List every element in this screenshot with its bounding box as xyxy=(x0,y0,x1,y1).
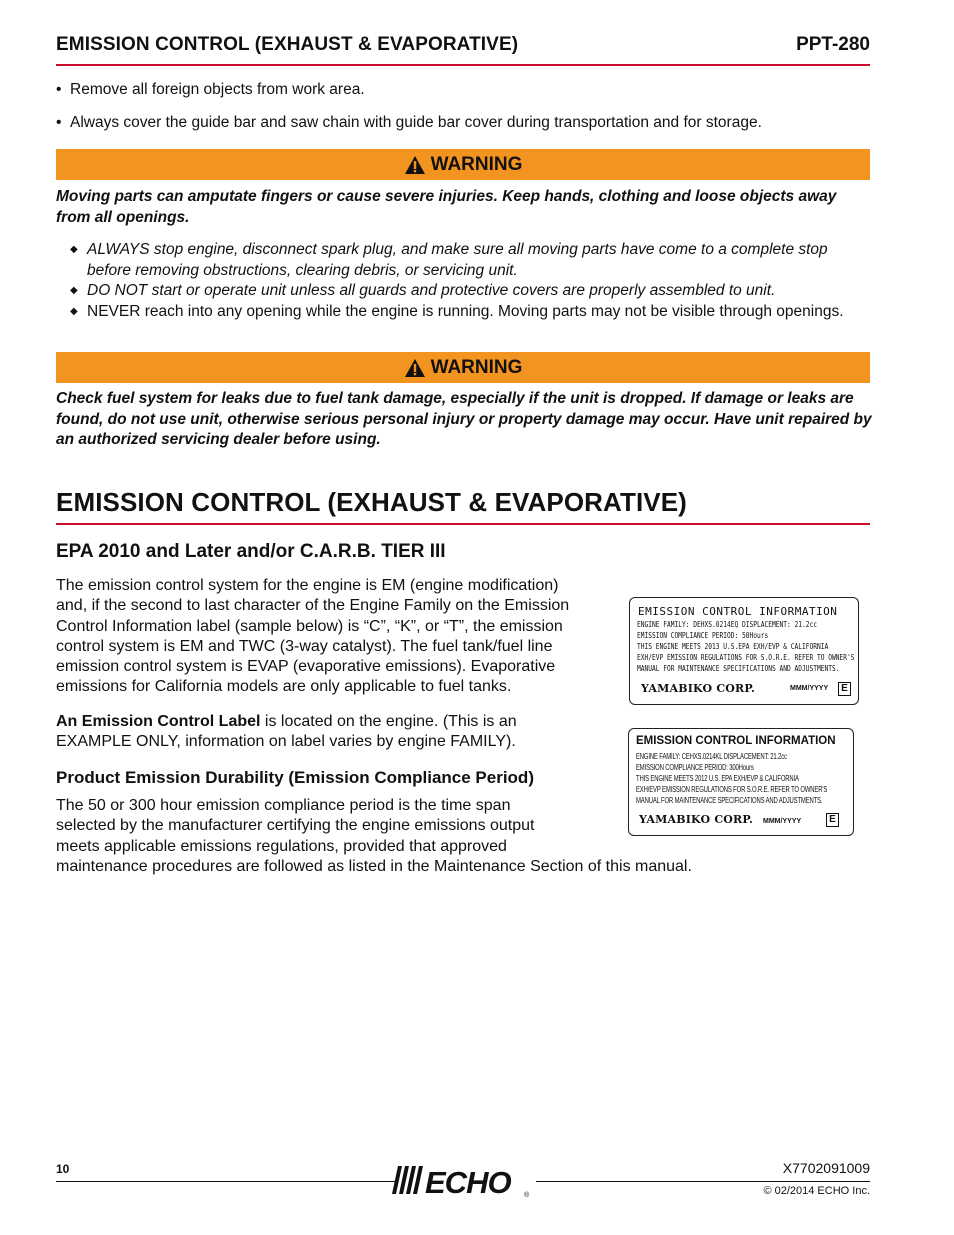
copyright: © 02/2014 ECHO Inc. xyxy=(763,1185,870,1197)
intro-paragraph: The emission control system for the engine is EM (engine modification) and, if the second to last character of the Engine Family on the Emission Control Information label (sample below) is “C”, “K”, or “T”, the emission control system is EM and TWC (3-way catalyst). The fuel tank/fuel line emission control system is EVAP (evaporative emissions). Evaporative emissions for California models are only applicable to fuel tanks. xyxy=(56,577,570,696)
brand-name: YAMABIKO CORP. xyxy=(639,813,754,826)
warning-triangle-icon xyxy=(404,358,426,378)
durability-paragraph: The 50 or 300 hour emission compliance period is the time span selected by the manufacturer certifying the engine emissions output meets applicable emissions regulations, provided that approved maintenance procedures are followed as listed in the Maintenance Section of this manual. xyxy=(56,797,692,875)
diamond-bullet-icon: ◆ xyxy=(70,305,78,317)
bullet-icon: • xyxy=(56,114,62,131)
warning-text: Moving parts can amputate fingers or cause severe injuries. Keep hands, clothing and loose objects away from all openings. xyxy=(56,188,837,226)
date-code: MMM/YYYY xyxy=(763,818,802,825)
section-subtitle: EPA 2010 and Later and/or C.A.R.B. TIER III xyxy=(56,541,446,562)
model-number: PPT-280 xyxy=(796,34,870,55)
footer-rule-right xyxy=(536,1181,870,1182)
warning-banner xyxy=(56,352,870,383)
warning-label: WARNING xyxy=(430,356,523,378)
running-header-title: EMISSION CONTROL (EXHAUST & EVAPORATIVE) xyxy=(56,34,519,55)
e-code-box: E xyxy=(826,813,839,827)
footer-rule-left xyxy=(56,1181,396,1182)
brand-name: YAMABIKO CORP. xyxy=(641,682,756,695)
subheading: Product Emission Durability (Emission Compliance Period) xyxy=(56,768,534,787)
label-paragraph: An Emission Control Label is located on the engine. (This is an EXAMPLE ONLY, information on label varies by engine FAMILY). xyxy=(56,713,517,751)
document-number: X7702091009 xyxy=(782,1160,870,1176)
list-item: ◆ DO NOT start or operate unit unless all guards and protective covers are properly assembled to unit. xyxy=(70,281,870,302)
diamond-bullet-icon: ◆ xyxy=(70,244,78,255)
emission-label-sample-1 xyxy=(629,597,859,705)
e-code-box: E xyxy=(838,682,851,696)
list-item: ◆ NEVER reach into any opening while the engine is running. Moving parts may not be visible through openings. xyxy=(70,302,870,323)
bullet-icon: • xyxy=(56,81,62,98)
diamond-bullet-icon: ◆ xyxy=(70,285,78,296)
warning-triangle-icon xyxy=(404,155,426,175)
warning-label: WARNING xyxy=(430,153,523,175)
bullet-item: • Always cover the guide bar and saw chain with guide bar cover during transportation and for storage. xyxy=(56,113,870,134)
warning-text: Check fuel system for leaks due to fuel tank damage, especially if the unit is dropped. If damage or leaks are found, do not use unit, otherwise serious personal injury or property damage may occur. Have unit repaired by an authorized servicing dealer before using. xyxy=(56,390,872,448)
warning-banner xyxy=(56,149,870,180)
bullet-item: • Remove all foreign objects from work area. xyxy=(56,80,870,101)
label-title: EMISSION CONTROL INFORMATION xyxy=(636,735,836,747)
emission-label-sample-2 xyxy=(628,728,854,836)
label-title: EMISSION CONTROL INFORMATION xyxy=(638,605,838,618)
list-item: ◆ ALWAYS stop engine, disconnect spark plug, and make sure all moving parts have come to a complete stop before removing obstructions, clearing debris, or servicing unit. xyxy=(70,240,870,281)
warning-list xyxy=(70,240,870,322)
section-title: EMISSION CONTROL (EXHAUST & EVAPORATIVE) xyxy=(56,487,687,517)
date-code: MMM/YYYY xyxy=(790,685,829,692)
label-lines: ENGINE FAMILY: DEHXS.0214EQ DISPLACEMENT: 21.2cc EMISSION COMPLIANCE PERIOD: 50Hours THIS ENGINE MEETS 2013 U.S.EPA EXH/EVP & CALIFORNIA EXH/EVP EMISSION REGULATIONS FOR S.O.R.E. REFER TO OWNER'S MANUAL FOR MAINTENANCE SPECIFICATIONS AND ADJUSTMENTS. xyxy=(637,620,855,673)
svg-text:®: ® xyxy=(524,1192,530,1199)
logo-wordmark: ECHO xyxy=(425,1165,511,1200)
header-rule xyxy=(56,64,870,66)
page-number: 10 xyxy=(56,1162,70,1176)
echo-logo xyxy=(392,1164,538,1200)
label-lines: ENGINE FAMILY: CEHXS.0214KL DISPLACEMENT: 21.2cc EMISSION COMPLIANCE PERIOD: 300Hours THIS ENGINE MEETS 2012 U.S. EPA EXH/EVP & CALIFORNIA EXH/EVP EMISSION REGULATIONS FOR S.O.R.E. REFER TO OWNER'S MANUAL FOR MAINTENANCE SPECIFICATIONS AND ADJUSTMENTS. xyxy=(636,752,828,805)
section-rule xyxy=(56,523,870,525)
